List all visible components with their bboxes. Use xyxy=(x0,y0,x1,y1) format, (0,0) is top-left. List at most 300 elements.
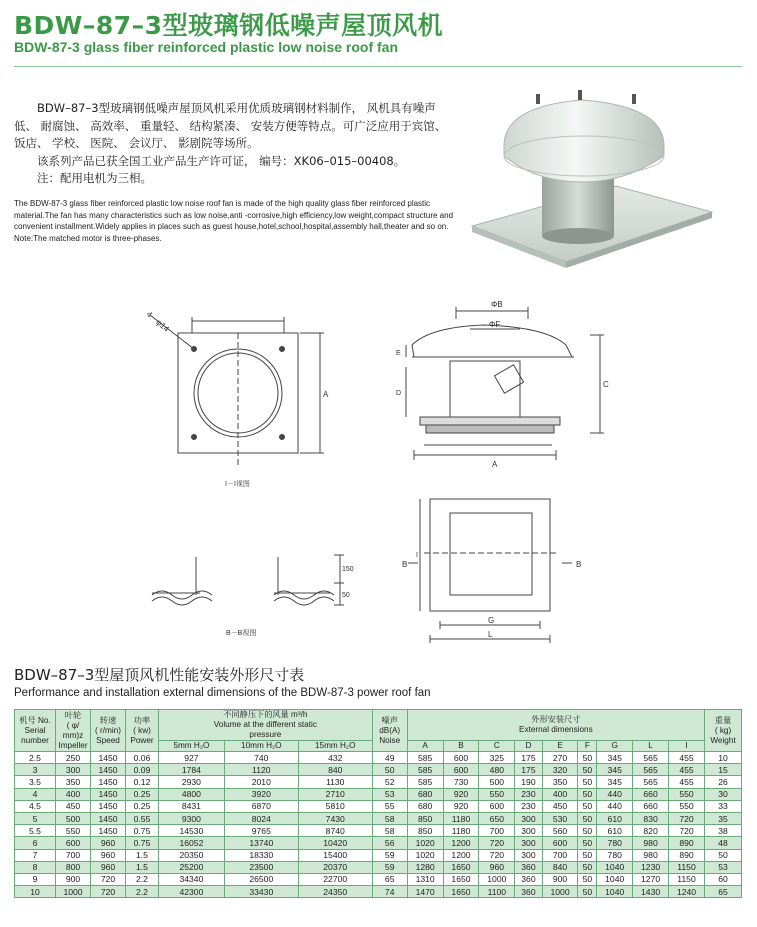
table-cell: 1450 xyxy=(91,788,126,800)
table-row xyxy=(15,800,742,812)
table-row xyxy=(15,776,742,788)
table-cell: 720 xyxy=(669,825,705,837)
table-cell: 7 xyxy=(15,849,56,861)
header-weight xyxy=(705,710,742,752)
table-cell: 830 xyxy=(633,812,669,824)
table-cell: 720 xyxy=(479,849,515,861)
table-cell: 1450 xyxy=(91,812,126,824)
table-cell: 450 xyxy=(56,800,91,812)
table-row xyxy=(15,764,742,776)
description-cn xyxy=(14,100,454,188)
table-cell: 480 xyxy=(479,764,515,776)
header-external-line-2: External dimensions xyxy=(518,725,593,734)
header-impeller-line-3: mm)z xyxy=(62,730,84,740)
table-cell: 300 xyxy=(515,825,542,837)
table-cell: 26500 xyxy=(224,873,298,885)
table-cell: 600 xyxy=(542,837,578,849)
table-cell: 610 xyxy=(597,812,633,824)
table-cell: 3920 xyxy=(224,788,298,800)
table-cell: 1130 xyxy=(298,776,372,788)
table-cell: 440 xyxy=(597,800,633,812)
table-cell: 1450 xyxy=(91,825,126,837)
table-cell: 1470 xyxy=(407,886,443,898)
table-cell: 565 xyxy=(633,752,669,764)
table-cell: 550 xyxy=(479,788,515,800)
table-cell: 53 xyxy=(372,788,407,800)
dim-g-label: G xyxy=(488,616,495,625)
table-cell: 1650 xyxy=(443,886,479,898)
table-cell: 1430 xyxy=(633,886,669,898)
table-cell: 1650 xyxy=(443,873,479,885)
table-cell: 325 xyxy=(479,752,515,764)
dim-e-label: E xyxy=(396,350,401,357)
table-cell: 550 xyxy=(56,825,91,837)
table-cell: 1450 xyxy=(91,752,126,764)
table-cell: 10 xyxy=(15,886,56,898)
description-cn-para-3: 注：配用电机为三相。 xyxy=(37,171,152,185)
table-cell: 300 xyxy=(515,837,542,849)
table-cell: 345 xyxy=(597,752,633,764)
table-cell: 56 xyxy=(372,837,407,849)
header-dim-d: D xyxy=(515,741,542,752)
header-dim-i: I xyxy=(669,741,705,752)
table-cell: 455 xyxy=(669,764,705,776)
table-cell: 0.25 xyxy=(126,800,159,812)
table-row xyxy=(15,849,742,861)
table-cell: 900 xyxy=(56,873,91,885)
table-cell: 8431 xyxy=(159,800,225,812)
header-external xyxy=(407,710,704,741)
table-cell: 48 xyxy=(705,837,742,849)
table-title: BDW–87–3型屋顶风机性能安装外形尺寸表 xyxy=(14,666,305,684)
description-en-para-2: Note:The matched motor is three-phases. xyxy=(14,233,162,243)
table-cell: 13740 xyxy=(224,837,298,849)
table-cell: 1200 xyxy=(443,837,479,849)
table-cell: 49 xyxy=(372,752,407,764)
header-impeller-line-2: ( φ/ xyxy=(66,720,80,730)
header-noise-line-1: 噪声 xyxy=(381,715,398,725)
table-cell: 1784 xyxy=(159,764,225,776)
table-cell: 2.5 xyxy=(15,752,56,764)
table-cell: 960 xyxy=(91,849,126,861)
header-power-line-2: ( kw) xyxy=(133,725,151,735)
header-power xyxy=(126,710,159,752)
table-cell: 432 xyxy=(298,752,372,764)
table-cell: 175 xyxy=(515,764,542,776)
table-cell: 55 xyxy=(372,800,407,812)
table-cell: 980 xyxy=(633,849,669,861)
table-cell: 8 xyxy=(15,861,56,873)
table-cell: 660 xyxy=(633,788,669,800)
table-cell: 585 xyxy=(407,764,443,776)
description-en xyxy=(14,198,459,244)
table-cell: 0.25 xyxy=(126,788,159,800)
table-cell: 960 xyxy=(91,861,126,873)
table-cell: 7430 xyxy=(298,812,372,824)
table-cell: 2.2 xyxy=(126,886,159,898)
table-cell: 600 xyxy=(443,764,479,776)
table-cell: 1000 xyxy=(56,886,91,898)
table-cell: 1020 xyxy=(407,849,443,861)
table-cell: 600 xyxy=(443,752,479,764)
view-1-label: I－I视图 xyxy=(225,481,250,488)
table-cell: 60 xyxy=(705,873,742,885)
table-cell: 1200 xyxy=(443,849,479,861)
table-cell: 0.12 xyxy=(126,776,159,788)
table-cell: 700 xyxy=(479,825,515,837)
section-view-drawing xyxy=(406,307,604,460)
table-cell: 8740 xyxy=(298,825,372,837)
header-dim-f: F xyxy=(578,741,597,752)
table-cell: 50 xyxy=(578,873,597,885)
table-cell: 10420 xyxy=(298,837,372,849)
table-cell: 22700 xyxy=(298,873,372,885)
header-dim-l: L xyxy=(633,741,669,752)
table-cell: 0.55 xyxy=(126,812,159,824)
header-volume xyxy=(159,710,373,741)
product-photo xyxy=(466,86,714,271)
table-cell: 5.5 xyxy=(15,825,56,837)
table-cell: 58 xyxy=(372,825,407,837)
header-dim-e: E xyxy=(542,741,578,752)
table-cell: 1450 xyxy=(91,776,126,788)
table-cell: 42300 xyxy=(159,886,225,898)
page-subtitle: BDW-87-3 glass fiber reinforced plastic low noise roof fan xyxy=(14,39,399,55)
table-cell: 700 xyxy=(542,849,578,861)
table-cell: 26 xyxy=(705,776,742,788)
section-marker-right: B xyxy=(576,560,582,569)
table-cell: 50 xyxy=(578,788,597,800)
header-noise-line-2: dB(A) xyxy=(379,725,401,735)
description-cn-para-2: 该系列产品已获全国工业产品生产许可证， 编号：XK06–015–00408。 xyxy=(37,153,406,168)
table-cell: 720 xyxy=(91,873,126,885)
header-speed-line-2: ( r/min) xyxy=(95,725,121,735)
table-cell: 450 xyxy=(542,800,578,812)
table-cell: 50 xyxy=(578,886,597,898)
table-cell: 585 xyxy=(407,776,443,788)
dim-50-label: 50 xyxy=(342,592,350,599)
table-cell: 680 xyxy=(407,788,443,800)
table-cell: 50 xyxy=(578,800,597,812)
table-cell: 360 xyxy=(515,873,542,885)
table-cell: 0.09 xyxy=(126,764,159,776)
table-cell: 230 xyxy=(515,788,542,800)
table-cell: 730 xyxy=(443,776,479,788)
table-cell: 500 xyxy=(56,812,91,824)
table-cell: 980 xyxy=(633,837,669,849)
table-cell: 350 xyxy=(542,776,578,788)
table-cell: 300 xyxy=(515,812,542,824)
table-cell: 1150 xyxy=(669,861,705,873)
table-cell: 927 xyxy=(159,752,225,764)
table-cell: 250 xyxy=(56,752,91,764)
table-cell: 960 xyxy=(91,837,126,849)
table-cell: 4.5 xyxy=(15,800,56,812)
table-row xyxy=(15,752,742,764)
table-cell: 50 xyxy=(578,837,597,849)
table-cell: 2010 xyxy=(224,776,298,788)
table-cell: 920 xyxy=(443,788,479,800)
table-cell: 1240 xyxy=(669,886,705,898)
header-volume-line-2: Volume at the different static xyxy=(213,720,317,729)
table-cell: 1150 xyxy=(669,873,705,885)
header-weight-line-2: ( kg) xyxy=(714,725,732,735)
table-cell: 175 xyxy=(515,752,542,764)
dim-phib-label: ΦB xyxy=(491,300,503,309)
header-dim-c: C xyxy=(479,741,515,752)
table-cell: 6 xyxy=(15,837,56,849)
table-cell: 1040 xyxy=(597,873,633,885)
table-cell: 50 xyxy=(578,776,597,788)
table-cell: 190 xyxy=(515,776,542,788)
table-cell: 600 xyxy=(56,837,91,849)
table-cell: 890 xyxy=(669,837,705,849)
dim-150-label: 150 xyxy=(342,566,354,573)
table-cell: 35 xyxy=(705,812,742,824)
table-cell: 720 xyxy=(91,886,126,898)
table-cell: 53 xyxy=(705,861,742,873)
table-cell: 440 xyxy=(597,788,633,800)
table-cell: 1.5 xyxy=(126,849,159,861)
table-cell: 360 xyxy=(515,861,542,873)
table-cell: 650 xyxy=(479,812,515,824)
table-cell: 2930 xyxy=(159,776,225,788)
table-cell: 15400 xyxy=(298,849,372,861)
table-cell: 850 xyxy=(407,825,443,837)
table-cell: 1450 xyxy=(91,764,126,776)
table-cell: 9300 xyxy=(159,812,225,824)
table-cell: 1310 xyxy=(407,873,443,885)
table-row xyxy=(15,788,742,800)
header-serial xyxy=(15,710,56,752)
table-cell: 820 xyxy=(633,825,669,837)
table-cell: 59 xyxy=(372,861,407,873)
header-power-line-3: Power xyxy=(130,735,154,745)
table-cell: 1020 xyxy=(407,837,443,849)
table-cell: 840 xyxy=(542,861,578,873)
table-cell: 270 xyxy=(542,752,578,764)
table-cell: 1040 xyxy=(597,886,633,898)
header-speed-line-1: 转速 xyxy=(99,715,117,725)
table-cell: 1040 xyxy=(597,861,633,873)
table-cell: 1000 xyxy=(479,873,515,885)
table-cell: 740 xyxy=(224,752,298,764)
table-cell: 840 xyxy=(298,764,372,776)
table-cell: 1650 xyxy=(443,861,479,873)
table-row xyxy=(15,837,742,849)
header-serial-line-1: 机号 No. xyxy=(19,715,51,725)
dim-a-label: A xyxy=(323,390,329,399)
table-cell: 3 xyxy=(15,764,56,776)
dim-c-label: C xyxy=(603,380,609,389)
table-cell: 960 xyxy=(479,861,515,873)
table-cell: 20350 xyxy=(159,849,225,861)
description-cn-para-1: BDW–87–3型玻璃钢低噪声屋顶风机采用优质玻璃钢材料制作， 风机具有噪声低、 耐腐蚀、 高效率、 重量轻、 结构紧凑、 安装方便等特点。可广泛应用于宾馆、 饭店、 学校、 医院、 会议厅、 影剧院等场所。 xyxy=(14,101,447,150)
table-cell: 2710 xyxy=(298,788,372,800)
table-cell: 18330 xyxy=(224,849,298,861)
header-serial-line-3: number xyxy=(21,735,49,745)
table-cell: 900 xyxy=(542,873,578,885)
table-cell: 610 xyxy=(597,825,633,837)
table-cell: 1450 xyxy=(91,800,126,812)
table-row xyxy=(15,861,742,873)
table-cell: 230 xyxy=(515,800,542,812)
table-cell: 74 xyxy=(372,886,407,898)
table-cell: 50 xyxy=(578,825,597,837)
table-cell: 25200 xyxy=(159,861,225,873)
table-cell: 50 xyxy=(578,861,597,873)
table-cell: 6870 xyxy=(224,800,298,812)
table-cell: 345 xyxy=(597,764,633,776)
table-cell: 5810 xyxy=(298,800,372,812)
table-cell: 4800 xyxy=(159,788,225,800)
table-cell: 34340 xyxy=(159,873,225,885)
table-cell: 50 xyxy=(372,764,407,776)
table-cell: 920 xyxy=(443,800,479,812)
dim-l-label: L xyxy=(488,630,493,639)
technical-drawings xyxy=(0,295,757,655)
table-cell: 1230 xyxy=(633,861,669,873)
description-en-para-1: The BDW-87-3 glass fiber reinforced plastic low noise roof fan is made of the high quality glass fiber reinforced plastic material.The fan has many characteristics such as low noise,anti -corrosive,high efficiency,low weight,compact structure and convenient installment.Widely applies in places such as guest house,hotel,school,hospital,assembly hall,theater and so on. xyxy=(14,199,454,231)
header-weight-line-1: 重量 xyxy=(714,715,732,725)
table-cell: 300 xyxy=(56,764,91,776)
plan-view-drawing xyxy=(150,315,324,465)
table-cell: 500 xyxy=(479,776,515,788)
table-cell: 8024 xyxy=(224,812,298,824)
header-vol-5: 5mm H₂O xyxy=(159,741,225,752)
table-cell: 33430 xyxy=(224,886,298,898)
header-noise xyxy=(372,710,407,752)
table-cell: 16052 xyxy=(159,837,225,849)
header-power-line-1: 功率 xyxy=(133,715,151,725)
table-cell: 360 xyxy=(515,886,542,898)
header-dim-g: G xyxy=(597,741,633,752)
table-cell: 700 xyxy=(56,849,91,861)
page-title: BDW–87–3型玻璃钢低噪声屋顶风机 xyxy=(14,11,444,40)
table-cell: 780 xyxy=(597,837,633,849)
header-impeller-line-4: Impeller xyxy=(58,740,88,750)
table-cell: 0.75 xyxy=(126,837,159,849)
table-cell: 530 xyxy=(542,812,578,824)
table-cell: 400 xyxy=(56,788,91,800)
title-divider xyxy=(14,66,742,67)
header-noise-line-3: Noise xyxy=(379,735,401,745)
dim-d-label: D xyxy=(396,390,402,397)
hole-note: 4－φ14 xyxy=(144,309,171,334)
table-cell: 890 xyxy=(669,849,705,861)
table-cell: 560 xyxy=(542,825,578,837)
header-dim-b: B xyxy=(443,741,479,752)
table-cell: 3.5 xyxy=(15,776,56,788)
header-impeller xyxy=(56,710,91,752)
table-cell: 585 xyxy=(407,752,443,764)
table-cell: 33 xyxy=(705,800,742,812)
header-volume-line-1: 不同静压下的风量 m³/h xyxy=(223,710,308,719)
view-2-label: B－B视图 xyxy=(226,630,257,637)
table-row xyxy=(15,812,742,824)
header-weight-line-3: Weight xyxy=(710,735,736,745)
table-cell: 600 xyxy=(479,800,515,812)
table-cell: 780 xyxy=(597,849,633,861)
header-speed-line-3: Speed xyxy=(96,735,120,745)
table-cell: 9 xyxy=(15,873,56,885)
table-cell: 350 xyxy=(56,776,91,788)
table-cell: 565 xyxy=(633,776,669,788)
header-dim-a: A xyxy=(407,741,443,752)
table-cell: 50 xyxy=(578,849,597,861)
table-cell: 1100 xyxy=(479,886,515,898)
table-cell: 300 xyxy=(515,849,542,861)
table-cell: 720 xyxy=(479,837,515,849)
table-cell: 59 xyxy=(372,849,407,861)
table-cell: 320 xyxy=(542,764,578,776)
table-cell: 680 xyxy=(407,800,443,812)
table-cell: 50 xyxy=(578,752,597,764)
header-impeller-line-1: 叶轮 xyxy=(64,710,82,720)
table-cell: 38 xyxy=(705,825,742,837)
dim-f-label: ΦF xyxy=(489,320,501,329)
header-external-line-1: 外形安装尺寸 xyxy=(531,715,581,724)
table-cell: 50 xyxy=(705,849,742,861)
table-cell: 550 xyxy=(669,800,705,812)
table-cell: 20370 xyxy=(298,861,372,873)
table-cell: 455 xyxy=(669,752,705,764)
header-serial-line-2: Serial xyxy=(24,725,46,735)
table-cell: 65 xyxy=(705,886,742,898)
dim-i-label: I xyxy=(416,552,418,559)
dim-a-section-label: A xyxy=(492,460,498,469)
table-cell: 1120 xyxy=(224,764,298,776)
table-cell: 4 xyxy=(15,788,56,800)
table-cell: 0.06 xyxy=(126,752,159,764)
table-cell: 720 xyxy=(669,812,705,824)
table-cell: 9765 xyxy=(224,825,298,837)
table-cell: 1.5 xyxy=(126,861,159,873)
table-cell: 1180 xyxy=(443,825,479,837)
base-section-drawing xyxy=(152,555,344,605)
header-vol-10: 10mm H₂O xyxy=(224,741,298,752)
table-cell: 345 xyxy=(597,776,633,788)
header-vol-15: 15mm H₂O xyxy=(298,741,372,752)
header-speed xyxy=(91,710,126,752)
section-marker-left: B xyxy=(402,560,408,569)
table-row xyxy=(15,873,742,885)
spec-table xyxy=(14,709,742,898)
table-cell: 1270 xyxy=(633,873,669,885)
table-cell: 1000 xyxy=(542,886,578,898)
table-cell: 15 xyxy=(705,764,742,776)
table-cell: 24350 xyxy=(298,886,372,898)
table-cell: 550 xyxy=(669,788,705,800)
table-cell: 58 xyxy=(372,812,407,824)
table-cell: 50 xyxy=(578,764,597,776)
table-cell: 5 xyxy=(15,812,56,824)
table-cell: 800 xyxy=(56,861,91,873)
table-cell: 0.75 xyxy=(126,825,159,837)
table-cell: 1180 xyxy=(443,812,479,824)
table-cell: 14530 xyxy=(159,825,225,837)
table-cell: 65 xyxy=(372,873,407,885)
table-cell: 455 xyxy=(669,776,705,788)
table-cell: 50 xyxy=(578,812,597,824)
table-cell: 660 xyxy=(633,800,669,812)
table-row xyxy=(15,886,742,898)
table-row xyxy=(15,825,742,837)
table-cell: 1280 xyxy=(407,861,443,873)
table-cell: 23500 xyxy=(224,861,298,873)
header-volume-line-3: pressure xyxy=(249,730,282,739)
table-cell: 10 xyxy=(705,752,742,764)
